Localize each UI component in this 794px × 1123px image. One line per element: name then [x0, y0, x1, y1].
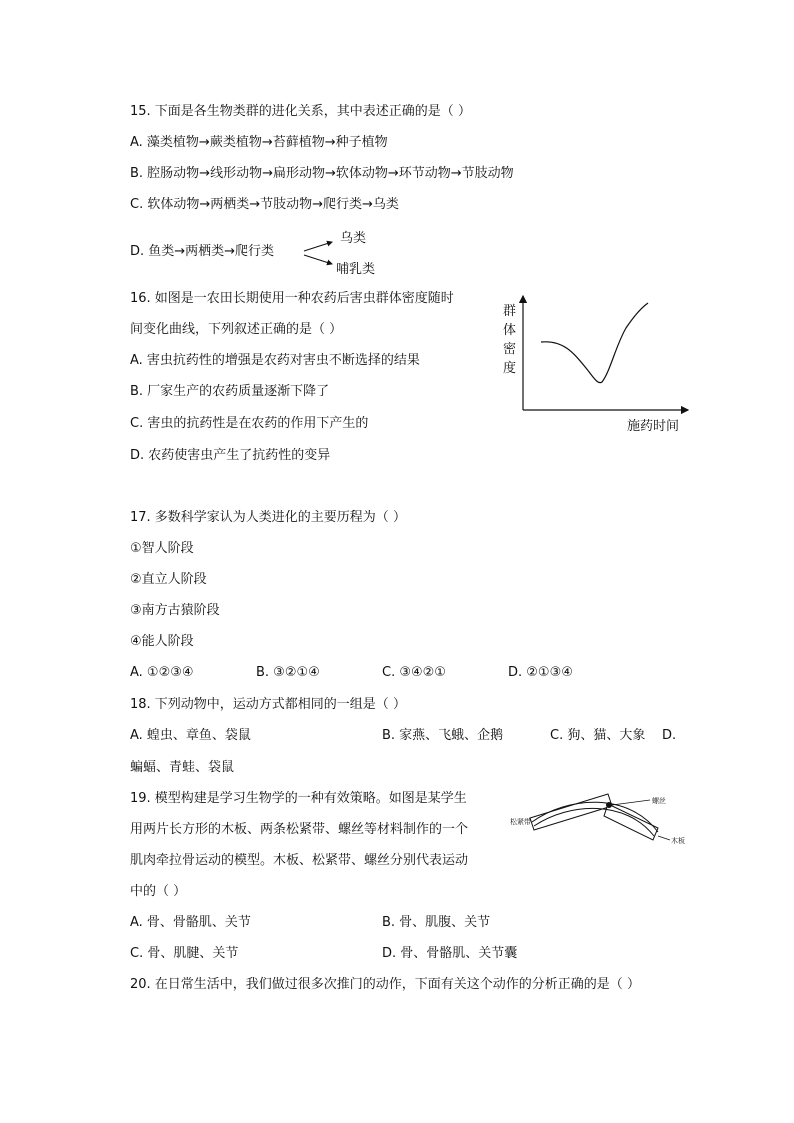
screw-label: 螺丝 [652, 797, 666, 805]
q15-branch-diagram [300, 226, 400, 278]
y-label-char-4: 度 [503, 361, 517, 376]
q16-density-figure [498, 290, 698, 440]
screw-icon [606, 802, 612, 808]
density-curve [541, 303, 648, 383]
q17-item-3: ③南方古猿阶段 [130, 603, 220, 618]
q15-stem: 15. 下面是各生物类群的进化关系，其中表述正确的是（ ） [130, 104, 471, 119]
q19-stem-line3: 肌肉牵拉骨运动的模型。木板、松紧带、螺丝分别代表运动 [130, 853, 469, 868]
q17-option-b: B. ③②①④ [256, 665, 320, 680]
q16-option-d: D. 农药使害虫产生了抗药性的变异 [130, 448, 331, 463]
branch-arrow-down [304, 255, 332, 264]
q19-option-d: D. 骨、骨骼肌、关节囊 [382, 946, 518, 961]
upper-board [530, 794, 612, 830]
q16-option-a: A. 害虫抗药性的增强是农药对害虫不断选择的结果 [130, 353, 420, 368]
branch-arrow-up [304, 242, 332, 251]
q17-item-1: ①智人阶段 [130, 541, 194, 556]
q20-stem: 20. 在日常生活中，我们做过很多次推门的动作，下面有关这个动作的分析正确的是（ ） [130, 977, 640, 992]
q18-option-b: B. 家燕、飞蛾、企鹅 [382, 728, 504, 743]
q19-stem-line1: 19. 模型构建是学习生物学的一种有效策略。如图是某学生 [130, 791, 467, 806]
q15-option-b: B. 腔肠动物→线形动物→扁形动物→软体动物→环节动物→节肢动物 [130, 166, 514, 181]
q16-stem-line2: 间变化曲线，下列叙述正确的是（ ） [130, 322, 343, 337]
y-label-char-3: 密 [503, 342, 517, 357]
q19-muscle-model-figure [508, 788, 688, 848]
q18-option-d-label: D. [662, 728, 677, 743]
q17-option-a: A. ①②③④ [130, 665, 194, 680]
q17-item-4: ④能人阶段 [130, 634, 194, 649]
q19-stem-line4: 中的（ ） [130, 884, 187, 899]
q16-stem-line1: 16. 如图是一农田长期使用一种农药后害虫群体密度随时 [130, 291, 454, 306]
board-leader-line [658, 836, 670, 840]
x-axis-label: 施药时间 [627, 419, 680, 434]
y-label-char-1: 群 [503, 304, 517, 319]
q15-option-c: C. 软体动物→两栖类→节肢动物→爬行类→乌类 [130, 197, 399, 212]
q16-option-b: B. 厂家生产的农药质量逐渐下降了 [130, 384, 330, 399]
q19-option-c: C. 骨、肌腱、关节 [130, 946, 239, 961]
q16-option-c: C. 害虫的抗药性是在农药的作用下产生的 [130, 416, 369, 431]
branch-label-down: 哺乳类 [336, 262, 376, 277]
q19-option-a: A. 骨、骨骼肌、关节 [130, 915, 251, 930]
q17-option-d: D. ②①③④ [508, 665, 573, 680]
q19-stem-line2: 用两片长方形的木板、两条松紧带、螺丝等材料制作的一个 [130, 822, 469, 837]
q15-option-a: A. 藻类植物→蕨类植物→苔藓植物→种子植物 [130, 135, 388, 150]
q19-option-b: B. 骨、肌腹、关节 [382, 915, 491, 930]
q17-option-c: C. ③④②① [382, 665, 446, 680]
y-label-char-2: 体 [503, 323, 517, 338]
q18-option-c: C. 狗、猫、大象 [550, 728, 646, 743]
q17-stem: 17. 多数科学家认为人类进化的主要历程为（ ） [130, 510, 406, 525]
q18-stem: 18. 下列动物中，运动方式都相同的一组是（ ） [130, 697, 406, 712]
board-label: 木板 [671, 837, 685, 845]
q18-option-a: A. 蝗虫、章鱼、袋鼠 [130, 728, 251, 743]
branch-label-up: 乌类 [340, 231, 367, 246]
q15-option-d: D. 鱼类→两栖类→爬行类 [130, 244, 275, 259]
screw-leader-line [612, 800, 650, 805]
q18-option-d-text: 蝙蝠、青蛙、袋鼠 [130, 760, 235, 775]
elastic-label: 松紧带 [510, 818, 531, 826]
q17-item-2: ②直立人阶段 [130, 572, 207, 587]
